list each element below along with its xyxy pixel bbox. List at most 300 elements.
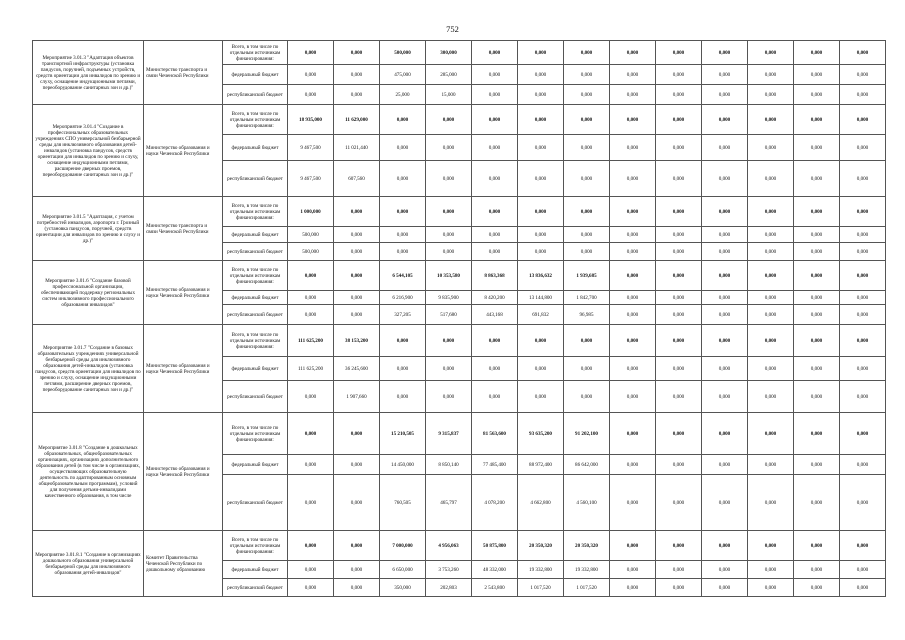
- amount-cell: 13 144,800: [518, 291, 564, 305]
- amount-cell: 0,000: [518, 41, 564, 65]
- amount-cell: 0,000: [380, 243, 426, 261]
- amount-cell: 1 842,700: [564, 291, 610, 305]
- amount-cell: 0,000: [610, 475, 656, 531]
- amount-cell: 0,000: [334, 243, 380, 261]
- amount-cell: 0,000: [794, 41, 840, 65]
- budget-table: [32, 40, 886, 597]
- amount-cell: 0,000: [840, 105, 886, 135]
- amount-cell: 0,000: [794, 579, 840, 597]
- amount-cell: 0,000: [472, 357, 518, 381]
- amount-cell: 0,000: [564, 105, 610, 135]
- amount-cell: 0,000: [748, 305, 794, 325]
- amount-cell: 0,000: [702, 65, 748, 85]
- amount-cell: 0,000: [840, 455, 886, 475]
- amount-cell: 0,000: [288, 85, 334, 105]
- amount-cell: 0,000: [518, 161, 564, 197]
- executor-cell: Министерство образования и науки Чеченской Республики: [144, 105, 223, 197]
- executor-cell: Комитет Правительства Чеченской Республики по дошкольному образованию: [144, 531, 223, 597]
- amount-cell: 0,000: [610, 381, 656, 413]
- amount-cell: 0,000: [702, 41, 748, 65]
- amount-cell: 0,000: [610, 85, 656, 105]
- amount-cell: 0,000: [748, 531, 794, 561]
- amount-cell: 0,000: [334, 261, 380, 291]
- amount-cell: 0,000: [656, 85, 702, 105]
- amount-cell: 0,000: [656, 305, 702, 325]
- amount-cell: 0,000: [840, 261, 886, 291]
- amount-cell: 0,000: [656, 381, 702, 413]
- amount-cell: 0,000: [840, 357, 886, 381]
- amount-cell: 327,205: [380, 305, 426, 325]
- amount-cell: 11 021,440: [334, 135, 380, 161]
- amount-cell: 91 202,100: [564, 413, 610, 455]
- amount-cell: 0,000: [656, 325, 702, 357]
- amount-cell: 0,000: [840, 161, 886, 197]
- amount-cell: 1 907,660: [334, 381, 380, 413]
- amount-cell: 9 467,500: [288, 161, 334, 197]
- amount-cell: 0,000: [702, 291, 748, 305]
- amount-cell: 0,000: [840, 413, 886, 455]
- amount-cell: 0,000: [748, 413, 794, 455]
- amount-cell: 93 635,200: [518, 413, 564, 455]
- amount-cell: 0,000: [794, 357, 840, 381]
- amount-cell: 0,000: [840, 579, 886, 597]
- amount-cell: 0,000: [702, 579, 748, 597]
- amount-cell: 19 332,800: [518, 561, 564, 579]
- amount-cell: 0,000: [840, 197, 886, 227]
- amount-cell: 0,000: [656, 531, 702, 561]
- funding-source-cell: республиканский бюджет: [223, 579, 288, 597]
- amount-cell: 0,000: [610, 135, 656, 161]
- amount-cell: 0,000: [702, 413, 748, 455]
- amount-cell: 0,000: [656, 475, 702, 531]
- amount-cell: 0,000: [518, 197, 564, 227]
- amount-cell: 0,000: [794, 197, 840, 227]
- amount-cell: 0,000: [794, 531, 840, 561]
- amount-cell: 0,000: [426, 381, 472, 413]
- amount-cell: 0,000: [288, 305, 334, 325]
- amount-cell: 4 662,800: [518, 475, 564, 531]
- amount-cell: 0,000: [748, 325, 794, 357]
- amount-cell: 0,000: [518, 85, 564, 105]
- funding-source-cell: республиканский бюджет: [223, 305, 288, 325]
- amount-cell: 0,000: [334, 413, 380, 455]
- amount-cell: 0,000: [610, 105, 656, 135]
- amount-cell: 0,000: [610, 325, 656, 357]
- amount-cell: 0,000: [564, 227, 610, 243]
- amount-cell: 0,000: [610, 291, 656, 305]
- amount-cell: 0,000: [656, 357, 702, 381]
- amount-cell: 2 543,800: [472, 579, 518, 597]
- funding-source-cell: республиканский бюджет: [223, 243, 288, 261]
- amount-cell: 111 625,200: [288, 357, 334, 381]
- amount-cell: 0,000: [426, 105, 472, 135]
- amount-cell: 0,000: [426, 357, 472, 381]
- amount-cell: 0,000: [656, 41, 702, 65]
- amount-cell: 0,000: [748, 227, 794, 243]
- amount-cell: 0,000: [656, 455, 702, 475]
- amount-cell: 0,000: [380, 135, 426, 161]
- amount-cell: 0,000: [702, 325, 748, 357]
- amount-cell: 0,000: [334, 305, 380, 325]
- table-row: [33, 41, 886, 65]
- funding-source-cell: республиканский бюджет: [223, 161, 288, 197]
- funding-source-cell: федеральный бюджет: [223, 65, 288, 85]
- amount-cell: 0,000: [794, 65, 840, 85]
- amount-cell: 0,000: [472, 85, 518, 105]
- amount-cell: 0,000: [380, 381, 426, 413]
- amount-cell: 0,000: [610, 561, 656, 579]
- amount-cell: 0,000: [794, 325, 840, 357]
- amount-cell: 0,000: [472, 381, 518, 413]
- amount-cell: 9 467,500: [288, 135, 334, 161]
- amount-cell: 4 078,200: [472, 475, 518, 531]
- table-row: [33, 413, 886, 455]
- funding-source-cell: федеральный бюджет: [223, 291, 288, 305]
- amount-cell: 0,000: [334, 531, 380, 561]
- amount-cell: 81 563,600: [472, 413, 518, 455]
- executor-cell: Министерство образования и науки Чеченской Республики: [144, 325, 223, 413]
- amount-cell: 0,000: [288, 455, 334, 475]
- amount-cell: 500,000: [288, 243, 334, 261]
- amount-cell: 0,000: [840, 325, 886, 357]
- table-row: [33, 325, 886, 357]
- amount-cell: 0,000: [288, 561, 334, 579]
- amount-cell: 0,000: [610, 579, 656, 597]
- amount-cell: 0,000: [518, 243, 564, 261]
- amount-cell: 0,000: [656, 261, 702, 291]
- amount-cell: 0,000: [472, 105, 518, 135]
- amount-cell: 0,000: [380, 325, 426, 357]
- amount-cell: 0,000: [748, 161, 794, 197]
- amount-cell: 0,000: [472, 41, 518, 65]
- executor-cell: Министерство образования и науки Чеченской Республики: [144, 261, 223, 325]
- amount-cell: 0,000: [794, 135, 840, 161]
- amount-cell: 0,000: [656, 161, 702, 197]
- amount-cell: 15 210,505: [380, 413, 426, 455]
- amount-cell: 6 650,000: [380, 561, 426, 579]
- amount-cell: 0,000: [610, 41, 656, 65]
- amount-cell: 0,000: [794, 475, 840, 531]
- amount-cell: 0,000: [702, 531, 748, 561]
- amount-cell: 38 153,200: [334, 325, 380, 357]
- amount-cell: 691,832: [518, 305, 564, 325]
- amount-cell: 1 000,000: [288, 197, 334, 227]
- amount-cell: 88 972,400: [518, 455, 564, 475]
- amount-cell: 0,000: [610, 227, 656, 243]
- amount-cell: 0,000: [840, 85, 886, 105]
- amount-cell: 0,000: [702, 261, 748, 291]
- amount-cell: 0,000: [840, 381, 886, 413]
- amount-cell: 0,000: [656, 291, 702, 305]
- amount-cell: 1 017,520: [564, 579, 610, 597]
- amount-cell: 202,803: [426, 579, 472, 597]
- amount-cell: 0,000: [702, 197, 748, 227]
- amount-cell: 500,000: [288, 227, 334, 243]
- amount-cell: 0,000: [794, 413, 840, 455]
- table-row: [33, 105, 886, 135]
- funding-source-cell: Всего, в том числе по отдельным источникам финансирования:: [223, 41, 288, 65]
- amount-cell: 0,000: [564, 325, 610, 357]
- amount-cell: 0,000: [288, 475, 334, 531]
- amount-cell: 0,000: [380, 197, 426, 227]
- amount-cell: 0,000: [564, 41, 610, 65]
- amount-cell: 0,000: [702, 357, 748, 381]
- amount-cell: 0,000: [794, 455, 840, 475]
- amount-cell: 0,000: [794, 305, 840, 325]
- amount-cell: 15,000: [426, 85, 472, 105]
- funding-source-cell: республиканский бюджет: [223, 85, 288, 105]
- funding-source-cell: федеральный бюджет: [223, 455, 288, 475]
- amount-cell: 465,797: [426, 475, 472, 531]
- amount-cell: 0,000: [840, 227, 886, 243]
- amount-cell: 0,000: [656, 579, 702, 597]
- amount-cell: 48 332,000: [472, 561, 518, 579]
- amount-cell: 0,000: [840, 561, 886, 579]
- amount-cell: 6 216,900: [380, 291, 426, 305]
- amount-cell: 350,000: [380, 579, 426, 597]
- funding-source-cell: республиканский бюджет: [223, 381, 288, 413]
- amount-cell: 0,000: [748, 65, 794, 85]
- amount-cell: 0,000: [288, 531, 334, 561]
- amount-cell: 0,000: [288, 291, 334, 305]
- amount-cell: 0,000: [426, 197, 472, 227]
- amount-cell: 0,000: [288, 381, 334, 413]
- amount-cell: 0,000: [380, 227, 426, 243]
- amount-cell: 0,000: [610, 455, 656, 475]
- amount-cell: 0,000: [748, 475, 794, 531]
- amount-cell: 6 544,105: [380, 261, 426, 291]
- amount-cell: 0,000: [748, 381, 794, 413]
- amount-cell: 0,000: [472, 325, 518, 357]
- amount-cell: 0,000: [564, 65, 610, 85]
- amount-cell: 0,000: [794, 105, 840, 135]
- amount-cell: 0,000: [288, 413, 334, 455]
- amount-cell: 8 850,140: [426, 455, 472, 475]
- amount-cell: 0,000: [840, 291, 886, 305]
- funding-source-cell: Всего, в том числе по отдельным источникам финансирования:: [223, 105, 288, 135]
- amount-cell: 607,560: [334, 161, 380, 197]
- amount-cell: 0,000: [702, 161, 748, 197]
- amount-cell: 14 450,000: [380, 455, 426, 475]
- amount-cell: 10 353,580: [426, 261, 472, 291]
- table-row: [33, 531, 886, 561]
- page-number: 752: [446, 24, 459, 34]
- amount-cell: 0,000: [840, 65, 886, 85]
- amount-cell: 0,000: [748, 261, 794, 291]
- amount-cell: 0,000: [656, 65, 702, 85]
- amount-cell: 0,000: [840, 243, 886, 261]
- amount-cell: 0,000: [840, 41, 886, 65]
- amount-cell: 96,985: [564, 305, 610, 325]
- amount-cell: 0,000: [380, 161, 426, 197]
- amount-cell: 0,000: [472, 227, 518, 243]
- amount-cell: 77 485,400: [472, 455, 518, 475]
- amount-cell: 0,000: [656, 197, 702, 227]
- amount-cell: 0,000: [564, 135, 610, 161]
- event-cell: Мероприятие 3.01.7 "Создание в базовых образовательных учреждениях универсальной безбарьерной среды для инклюзивного образования детей-инвалидов (установка пандусов, средств ориентации для инвалидов по зрению и слуху, оснащение индукционными петлями, расширение дверных проемов, переоборудование санитарных зон и др.)": [33, 325, 144, 413]
- amount-cell: 50 875,800: [472, 531, 518, 561]
- amount-cell: 0,000: [748, 561, 794, 579]
- amount-cell: 0,000: [794, 561, 840, 579]
- executor-cell: Министерство транспорта и связи Чеченской Республики: [144, 197, 223, 261]
- amount-cell: 0,000: [334, 85, 380, 105]
- amount-cell: 111 625,200: [288, 325, 334, 357]
- amount-cell: 0,000: [610, 413, 656, 455]
- event-cell: Мероприятие 3.01.6 "Создание базовой профессиональной организации, обеспечивающей поддержку региональных систем инклюзивного профессионального образования инвалидов": [33, 261, 144, 325]
- amount-cell: 0,000: [748, 135, 794, 161]
- executor-cell: Министерство образования и науки Чеченской Республики: [144, 413, 223, 531]
- amount-cell: 0,000: [702, 105, 748, 135]
- amount-cell: 13 836,632: [518, 261, 564, 291]
- amount-cell: 0,000: [334, 579, 380, 597]
- amount-cell: 1 939,685: [564, 261, 610, 291]
- amount-cell: 0,000: [748, 197, 794, 227]
- amount-cell: 0,000: [518, 105, 564, 135]
- amount-cell: 11 629,000: [334, 105, 380, 135]
- amount-cell: 475,000: [380, 65, 426, 85]
- amount-cell: 0,000: [518, 325, 564, 357]
- amount-cell: 0,000: [564, 243, 610, 261]
- funding-source-cell: республиканский бюджет: [223, 475, 288, 531]
- amount-cell: 0,000: [472, 65, 518, 85]
- amount-cell: 0,000: [748, 455, 794, 475]
- amount-cell: 7 000,000: [380, 531, 426, 561]
- amount-cell: 760,505: [380, 475, 426, 531]
- amount-cell: 0,000: [840, 531, 886, 561]
- amount-cell: 0,000: [702, 243, 748, 261]
- amount-cell: 0,000: [794, 291, 840, 305]
- amount-cell: 0,000: [748, 291, 794, 305]
- amount-cell: 0,000: [334, 291, 380, 305]
- amount-cell: 0,000: [656, 227, 702, 243]
- amount-cell: 0,000: [610, 305, 656, 325]
- amount-cell: 0,000: [288, 261, 334, 291]
- amount-cell: 0,000: [518, 227, 564, 243]
- amount-cell: 0,000: [748, 243, 794, 261]
- amount-cell: 0,000: [702, 135, 748, 161]
- amount-cell: 0,000: [472, 161, 518, 197]
- amount-cell: 0,000: [564, 197, 610, 227]
- event-cell: Мероприятие 3.01.8.1 "Создание в организациях дошкольного образования универсальной безбарьерной среды для инклюзивного образования детей-инвалидов": [33, 531, 144, 597]
- amount-cell: 0,000: [564, 381, 610, 413]
- amount-cell: 0,000: [288, 41, 334, 65]
- amount-cell: 0,000: [426, 243, 472, 261]
- amount-cell: 0,000: [426, 161, 472, 197]
- amount-cell: 0,000: [748, 41, 794, 65]
- amount-cell: 0,000: [518, 65, 564, 85]
- amount-cell: 0,000: [288, 579, 334, 597]
- amount-cell: 0,000: [380, 105, 426, 135]
- amount-cell: 0,000: [610, 531, 656, 561]
- amount-cell: 443,168: [472, 305, 518, 325]
- amount-cell: 0,000: [518, 135, 564, 161]
- amount-cell: 20 350,320: [518, 531, 564, 561]
- amount-cell: 0,000: [610, 261, 656, 291]
- amount-cell: 0,000: [426, 135, 472, 161]
- event-cell: Мероприятие 3.01.4 "Создание в профессиональных образовательных учреждениях СПО универсальной безбарьерной среды для инклюзивного образования детей-инвалидов (установка пандусов, средств ориентации для инвалидов по зрению и слуху, оснащение индукционными петлями, расширение дверных проемов, переоборудование санитарных зон и др.)": [33, 105, 144, 197]
- amount-cell: 300,000: [426, 41, 472, 65]
- executor-cell: Министерство транспорта и связи Чеченской Республики: [144, 41, 223, 105]
- amount-cell: 0,000: [564, 161, 610, 197]
- amount-cell: 0,000: [702, 227, 748, 243]
- amount-cell: 0,000: [794, 243, 840, 261]
- funding-source-cell: федеральный бюджет: [223, 135, 288, 161]
- funding-source-cell: федеральный бюджет: [223, 357, 288, 381]
- amount-cell: 4 956,063: [426, 531, 472, 561]
- amount-cell: 36 245,600: [334, 357, 380, 381]
- amount-cell: 0,000: [334, 65, 380, 85]
- funding-source-cell: Всего, в том числе по отдельным источникам финансирования:: [223, 261, 288, 291]
- amount-cell: 0,000: [334, 475, 380, 531]
- amount-cell: 0,000: [794, 85, 840, 105]
- amount-cell: 0,000: [702, 455, 748, 475]
- event-cell: Мероприятие 3.01.8 "Создание в дошкольных образовательных, общеобразовательных организациях, организациях дополнительного образования детей (в том числе в организациях, осуществляющих образовательную деятельность по адаптированным основным общеобразовательным программам), условий для получения детьми-инвалидами качественного образования, в том числе: [33, 413, 144, 531]
- amount-cell: 0,000: [426, 325, 472, 357]
- amount-cell: 19 332,800: [564, 561, 610, 579]
- amount-cell: 0,000: [702, 561, 748, 579]
- amount-cell: 0,000: [610, 357, 656, 381]
- funding-source-cell: Всего, в том числе по отдельным источникам финансирования:: [223, 531, 288, 561]
- amount-cell: 0,000: [794, 381, 840, 413]
- amount-cell: 0,000: [702, 85, 748, 105]
- amount-cell: 0,000: [334, 227, 380, 243]
- amount-cell: 0,000: [840, 305, 886, 325]
- amount-cell: 0,000: [334, 197, 380, 227]
- amount-cell: 0,000: [656, 561, 702, 579]
- amount-cell: 0,000: [840, 475, 886, 531]
- event-cell: Мероприятие 3.01.3 "Адаптация объектов транспортной инфраструктуры (установка пандусов, поручней, подъемных устройств, средств ориентации для инвалидов по зрению и слуху, оснащение индукционными петлями, переоборудование санитарных зон и др.)": [33, 41, 144, 105]
- amount-cell: 0,000: [794, 261, 840, 291]
- amount-cell: 0,000: [426, 227, 472, 243]
- funding-source-cell: Всего, в том числе по отдельным источникам финансирования:: [223, 197, 288, 227]
- amount-cell: 285,000: [426, 65, 472, 85]
- funding-source-cell: Всего, в том числе по отдельным источникам финансирования:: [223, 325, 288, 357]
- amount-cell: 4 560,100: [564, 475, 610, 531]
- amount-cell: 0,000: [518, 381, 564, 413]
- amount-cell: 0,000: [380, 357, 426, 381]
- amount-cell: 0,000: [748, 357, 794, 381]
- amount-cell: 0,000: [656, 135, 702, 161]
- amount-cell: 0,000: [472, 243, 518, 261]
- funding-source-cell: Всего, в том числе по отдельным источникам финансирования:: [223, 413, 288, 455]
- amount-cell: 0,000: [564, 85, 610, 105]
- amount-cell: 0,000: [794, 161, 840, 197]
- amount-cell: 18 935,000: [288, 105, 334, 135]
- funding-source-cell: федеральный бюджет: [223, 561, 288, 579]
- amount-cell: 8 863,368: [472, 261, 518, 291]
- table-row: [33, 261, 886, 291]
- amount-cell: 9 835,900: [426, 291, 472, 305]
- amount-cell: 0,000: [840, 135, 886, 161]
- amount-cell: 0,000: [748, 105, 794, 135]
- amount-cell: 0,000: [334, 41, 380, 65]
- amount-cell: 0,000: [610, 65, 656, 85]
- amount-cell: 500,000: [380, 41, 426, 65]
- funding-source-cell: федеральный бюджет: [223, 227, 288, 243]
- amount-cell: 0,000: [702, 381, 748, 413]
- amount-cell: 0,000: [656, 413, 702, 455]
- amount-cell: 20 350,320: [564, 531, 610, 561]
- amount-cell: 86 642,000: [564, 455, 610, 475]
- amount-cell: 0,000: [656, 105, 702, 135]
- amount-cell: 0,000: [564, 357, 610, 381]
- amount-cell: 0,000: [794, 227, 840, 243]
- amount-cell: 0,000: [472, 197, 518, 227]
- amount-cell: 0,000: [702, 305, 748, 325]
- amount-cell: 0,000: [472, 135, 518, 161]
- amount-cell: 3 753,260: [426, 561, 472, 579]
- amount-cell: 25,000: [380, 85, 426, 105]
